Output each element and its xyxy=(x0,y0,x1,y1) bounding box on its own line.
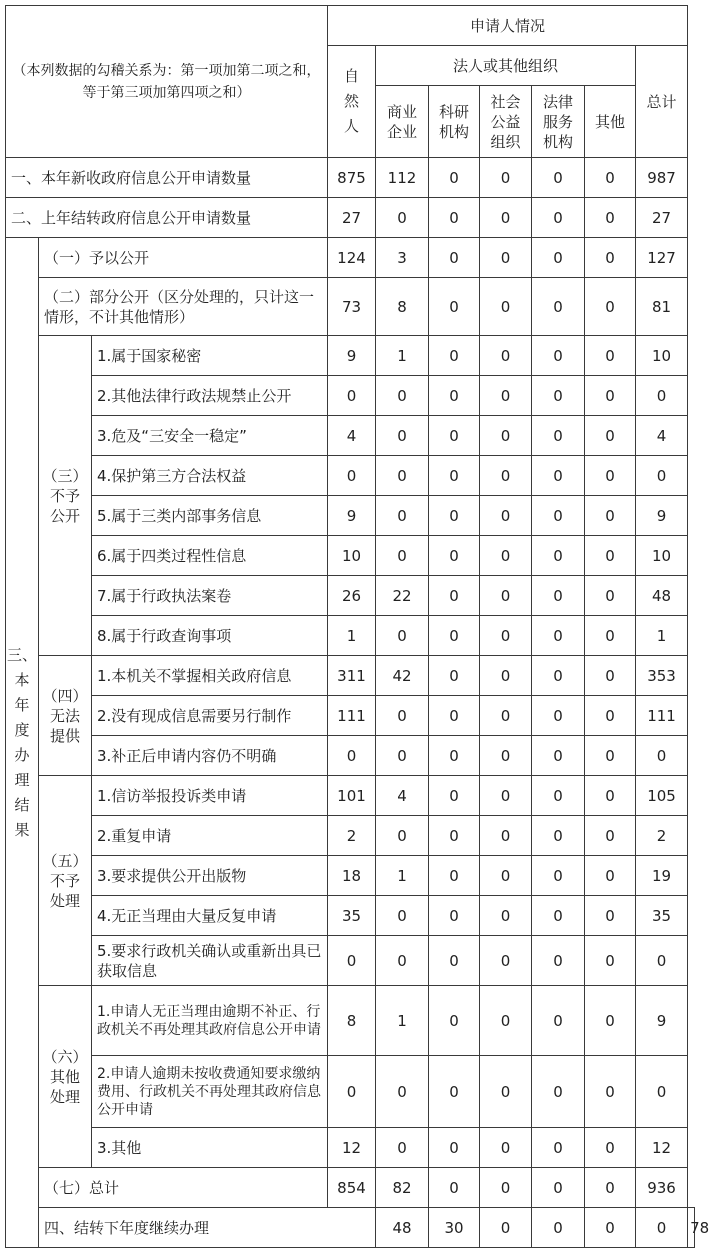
table-row xyxy=(6,856,695,896)
cell-legal-service: 0 xyxy=(532,1056,585,1128)
cell-other: 0 xyxy=(585,896,636,936)
cell-total: 0 xyxy=(636,936,688,986)
row-label: 1.申请人无正当理由逾期不补正、行政机关不再处理其政府信息公开申请 xyxy=(92,986,328,1056)
cell-other: 0 xyxy=(585,776,636,816)
cell-other: 0 xyxy=(585,656,636,696)
group-unable-to-provide: （四） 无法 提供 xyxy=(39,656,92,776)
cell-public-welfare: 0 xyxy=(480,416,532,456)
cell-research: 0 xyxy=(429,616,480,656)
cell-commercial: 0 xyxy=(376,696,429,736)
cell-commercial: 22 xyxy=(376,576,429,616)
cell-commercial: 42 xyxy=(376,656,429,696)
cell-research: 0 xyxy=(429,536,480,576)
cell-total: 78 xyxy=(688,1208,695,1248)
cell-public-welfare: 0 xyxy=(480,776,532,816)
header-applicant-situation: 申请人情况 xyxy=(328,6,688,46)
cell-total: 127 xyxy=(636,238,688,278)
row-label: 7.属于行政执法案卷 xyxy=(92,576,328,616)
cell-commercial: 0 xyxy=(376,416,429,456)
cell-total: 9 xyxy=(636,496,688,536)
row-label: （七）总计 xyxy=(39,1168,328,1208)
cell-legal-service: 0 xyxy=(532,496,585,536)
row-label: 3.补正后申请内容仍不明确 xyxy=(92,736,328,776)
cell-public-welfare: 0 xyxy=(480,896,532,936)
cell-natural-person: 2 xyxy=(328,816,376,856)
cell-legal-service: 0 xyxy=(532,576,585,616)
cell-commercial: 82 xyxy=(376,1168,429,1208)
table-row xyxy=(6,278,695,336)
cell-research: 0 xyxy=(429,986,480,1056)
cell-legal-service: 0 xyxy=(532,198,585,238)
cell-other: 0 xyxy=(585,986,636,1056)
cell-public-welfare: 0 xyxy=(532,1208,585,1248)
table-row xyxy=(6,616,695,656)
cell-natural-person: 9 xyxy=(328,336,376,376)
cell-public-welfare: 0 xyxy=(480,696,532,736)
table-row xyxy=(6,776,695,816)
row-label: 5.要求行政机关确认或重新出具已获取信息 xyxy=(92,936,328,986)
cell-other: 0 xyxy=(585,576,636,616)
cell-legal-service: 0 xyxy=(532,376,585,416)
table-row xyxy=(6,1056,695,1128)
group-other-processing: （六） 其他 处理 xyxy=(39,986,92,1168)
table-row xyxy=(6,158,695,198)
row-label: 4.保护第三方合法权益 xyxy=(92,456,328,496)
row-label: 一、本年新收政府信息公开申请数量 xyxy=(6,158,328,198)
cell-other: 0 xyxy=(585,416,636,456)
cell-total: 353 xyxy=(636,656,688,696)
cell-total: 0 xyxy=(636,1056,688,1128)
cell-research: 0 xyxy=(429,496,480,536)
cell-public-welfare: 0 xyxy=(480,158,532,198)
cell-total: 2 xyxy=(636,816,688,856)
cell-total: 1 xyxy=(636,616,688,656)
cell-public-welfare: 0 xyxy=(480,856,532,896)
cell-natural-person: 73 xyxy=(328,278,376,336)
cell-total: 105 xyxy=(636,776,688,816)
cell-commercial: 1 xyxy=(376,986,429,1056)
table-row xyxy=(6,816,695,856)
cell-total: 4 xyxy=(636,416,688,456)
table-row xyxy=(6,656,695,696)
row-label: 4.无正当理由大量反复申请 xyxy=(92,896,328,936)
cell-legal-service: 0 xyxy=(532,278,585,336)
cell-legal-service: 0 xyxy=(532,1168,585,1208)
cell-natural-person: 875 xyxy=(328,158,376,198)
cell-other: 0 xyxy=(585,1056,636,1128)
cell-legal-service: 0 xyxy=(585,1208,636,1248)
cell-natural-person: 111 xyxy=(328,696,376,736)
cell-legal-service: 0 xyxy=(532,856,585,896)
cell-total: 19 xyxy=(636,856,688,896)
cell-total: 987 xyxy=(636,158,688,198)
cell-legal-service: 0 xyxy=(532,336,585,376)
cell-other: 0 xyxy=(585,456,636,496)
cell-natural-person: 18 xyxy=(328,856,376,896)
cell-commercial: 0 xyxy=(376,936,429,986)
header-legal-service: 法律 服务 机构 xyxy=(532,86,585,158)
cell-research: 0 xyxy=(429,456,480,496)
cell-research: 0 xyxy=(429,376,480,416)
cell-other: 0 xyxy=(636,1208,688,1248)
table-row xyxy=(6,1208,695,1248)
cell-other: 0 xyxy=(585,736,636,776)
cell-other: 0 xyxy=(585,936,636,986)
cell-public-welfare: 0 xyxy=(480,496,532,536)
table-row xyxy=(6,198,695,238)
row-label: 3.危及“三安全一稳定” xyxy=(92,416,328,456)
cell-public-welfare: 0 xyxy=(480,576,532,616)
header-commercial: 商业 企业 xyxy=(376,86,429,158)
cell-total: 0 xyxy=(636,376,688,416)
table-row xyxy=(6,1128,695,1168)
section3-label: 三、 本 年 度 办 理 结 果 xyxy=(6,238,39,1248)
disclosure-statistics-table xyxy=(5,5,709,1248)
cell-public-welfare: 0 xyxy=(480,816,532,856)
cell-natural-person: 124 xyxy=(328,238,376,278)
cell-research: 0 xyxy=(429,936,480,986)
cell-natural-person: 0 xyxy=(328,456,376,496)
cell-research: 0 xyxy=(429,696,480,736)
cell-research: 0 xyxy=(429,1056,480,1128)
cell-natural-person: 4 xyxy=(328,416,376,456)
header-note: （本列数据的勾稽关系为：第一项加第二项之和，等于第三项加第四项之和） xyxy=(6,6,328,158)
table-row xyxy=(6,736,695,776)
cell-research: 0 xyxy=(429,576,480,616)
cell-research: 0 xyxy=(429,856,480,896)
row-label: 8.属于行政查询事项 xyxy=(92,616,328,656)
cell-public-welfare: 0 xyxy=(480,278,532,336)
cell-natural-person: 0 xyxy=(328,736,376,776)
table-row xyxy=(6,496,695,536)
cell-commercial: 0 xyxy=(376,456,429,496)
cell-natural-person: 0 xyxy=(328,376,376,416)
cell-research: 0 xyxy=(429,238,480,278)
cell-commercial: 4 xyxy=(376,776,429,816)
cell-public-welfare: 0 xyxy=(480,456,532,496)
cell-legal-service: 0 xyxy=(532,158,585,198)
cell-legal-service: 0 xyxy=(532,736,585,776)
cell-legal-service: 0 xyxy=(532,656,585,696)
cell-legal-service: 0 xyxy=(532,816,585,856)
cell-public-welfare: 0 xyxy=(480,238,532,278)
cell-research: 0 xyxy=(429,336,480,376)
cell-total: 0 xyxy=(636,456,688,496)
cell-legal-service: 0 xyxy=(532,1128,585,1168)
cell-public-welfare: 0 xyxy=(480,1168,532,1208)
row-label: （一）予以公开 xyxy=(39,238,328,278)
row-label: 3.其他 xyxy=(92,1128,328,1168)
cell-research: 0 xyxy=(429,198,480,238)
cell-legal-service: 0 xyxy=(532,536,585,576)
cell-natural-person: 854 xyxy=(328,1168,376,1208)
cell-natural-person: 10 xyxy=(328,536,376,576)
cell-research: 0 xyxy=(429,816,480,856)
cell-total: 48 xyxy=(636,576,688,616)
cell-research: 0 xyxy=(480,1208,532,1248)
table-row xyxy=(6,416,695,456)
cell-total: 10 xyxy=(636,536,688,576)
cell-natural-person: 0 xyxy=(328,936,376,986)
cell-public-welfare: 0 xyxy=(480,198,532,238)
cell-legal-service: 0 xyxy=(532,776,585,816)
cell-other: 0 xyxy=(585,158,636,198)
cell-public-welfare: 0 xyxy=(480,616,532,656)
cell-commercial: 0 xyxy=(376,816,429,856)
cell-other: 0 xyxy=(585,238,636,278)
row-label: 二、上年结转政府信息公开申请数量 xyxy=(6,198,328,238)
table-row xyxy=(6,336,695,376)
cell-natural-person: 8 xyxy=(328,986,376,1056)
table-row xyxy=(6,576,695,616)
cell-natural-person: 101 xyxy=(328,776,376,816)
row-label: 2.申请人逾期未按收费通知要求缴纳费用、行政机关不再处理其政府信息公开申请 xyxy=(92,1056,328,1128)
cell-commercial: 0 xyxy=(376,736,429,776)
cell-natural-person: 311 xyxy=(328,656,376,696)
row-label: （二）部分公开（区分处理的，只计这一情形，不计其他情形） xyxy=(39,278,328,336)
cell-research: 0 xyxy=(429,896,480,936)
cell-commercial: 0 xyxy=(376,1056,429,1128)
cell-natural-person: 26 xyxy=(328,576,376,616)
cell-legal-service: 0 xyxy=(532,696,585,736)
cell-commercial: 0 xyxy=(376,536,429,576)
table-row xyxy=(6,896,695,936)
cell-commercial: 0 xyxy=(376,376,429,416)
table-row xyxy=(6,376,695,416)
cell-total: 35 xyxy=(636,896,688,936)
cell-research: 0 xyxy=(429,1168,480,1208)
cell-other: 0 xyxy=(585,616,636,656)
row-label: 1.属于国家秘密 xyxy=(92,336,328,376)
cell-commercial: 0 xyxy=(376,198,429,238)
header-public-welfare: 社会 公益 组织 xyxy=(480,86,532,158)
row-label: 1.本机关不掌握相关政府信息 xyxy=(92,656,328,696)
cell-other: 0 xyxy=(585,496,636,536)
row-label: 四、结转下年度继续办理 xyxy=(39,1208,376,1248)
cell-other: 0 xyxy=(585,856,636,896)
cell-other: 0 xyxy=(585,198,636,238)
cell-natural-person: 0 xyxy=(328,1056,376,1128)
cell-total: 936 xyxy=(636,1168,688,1208)
header-total: 总计 xyxy=(636,46,688,158)
header-legal-org: 法人或其他组织 xyxy=(376,46,636,86)
cell-public-welfare: 0 xyxy=(480,656,532,696)
cell-other: 0 xyxy=(585,1168,636,1208)
cell-natural-person: 35 xyxy=(328,896,376,936)
cell-total: 0 xyxy=(636,736,688,776)
table-row xyxy=(6,986,695,1056)
cell-other: 0 xyxy=(585,696,636,736)
table-row xyxy=(6,1168,695,1208)
table-row xyxy=(6,536,695,576)
cell-legal-service: 0 xyxy=(532,896,585,936)
row-label: 5.属于三类内部事务信息 xyxy=(92,496,328,536)
cell-other: 0 xyxy=(585,816,636,856)
cell-public-welfare: 0 xyxy=(480,336,532,376)
cell-public-welfare: 0 xyxy=(480,936,532,986)
cell-legal-service: 0 xyxy=(532,416,585,456)
cell-total: 9 xyxy=(636,986,688,1056)
cell-legal-service: 0 xyxy=(532,238,585,278)
cell-commercial: 8 xyxy=(376,278,429,336)
header-natural-person: 自 然 人 xyxy=(328,46,376,158)
table-row xyxy=(6,936,695,986)
cell-research: 0 xyxy=(429,158,480,198)
cell-commercial: 1 xyxy=(376,856,429,896)
cell-legal-service: 0 xyxy=(532,456,585,496)
cell-other: 0 xyxy=(585,1128,636,1168)
cell-other: 0 xyxy=(585,376,636,416)
cell-research: 0 xyxy=(429,776,480,816)
cell-total: 12 xyxy=(636,1128,688,1168)
cell-public-welfare: 0 xyxy=(480,986,532,1056)
table-row xyxy=(6,696,695,736)
cell-public-welfare: 0 xyxy=(480,376,532,416)
header-research: 科研 机构 xyxy=(429,86,480,158)
cell-commercial: 1 xyxy=(376,336,429,376)
cell-natural-person: 27 xyxy=(328,198,376,238)
table-row xyxy=(6,238,695,278)
cell-commercial: 0 xyxy=(376,896,429,936)
cell-commercial: 0 xyxy=(376,496,429,536)
cell-public-welfare: 0 xyxy=(480,536,532,576)
cell-other: 0 xyxy=(585,536,636,576)
cell-public-welfare: 0 xyxy=(480,736,532,776)
cell-public-welfare: 0 xyxy=(480,1056,532,1128)
cell-total: 10 xyxy=(636,336,688,376)
cell-research: 0 xyxy=(429,656,480,696)
cell-research: 0 xyxy=(429,736,480,776)
cell-legal-service: 0 xyxy=(532,986,585,1056)
cell-commercial: 3 xyxy=(376,238,429,278)
cell-legal-service: 0 xyxy=(532,616,585,656)
row-label: 1.信访举报投诉类申请 xyxy=(92,776,328,816)
cell-natural-person: 12 xyxy=(328,1128,376,1168)
row-label: 2.其他法律行政法规禁止公开 xyxy=(92,376,328,416)
row-label: 6.属于四类过程性信息 xyxy=(92,536,328,576)
row-label: 2.没有现成信息需要另行制作 xyxy=(92,696,328,736)
group-not-disclosed: （三） 不予 公开 xyxy=(39,336,92,656)
cell-total: 111 xyxy=(636,696,688,736)
cell-commercial: 0 xyxy=(376,1128,429,1168)
cell-research: 0 xyxy=(429,416,480,456)
cell-total: 81 xyxy=(636,278,688,336)
cell-research: 0 xyxy=(429,278,480,336)
cell-other: 0 xyxy=(585,336,636,376)
header-other: 其他 xyxy=(585,86,636,158)
cell-natural-person: 9 xyxy=(328,496,376,536)
cell-natural-person: 1 xyxy=(328,616,376,656)
cell-natural-person: 48 xyxy=(376,1208,429,1248)
row-label: 2.重复申请 xyxy=(92,816,328,856)
table-row xyxy=(6,456,695,496)
cell-public-welfare: 0 xyxy=(480,1128,532,1168)
row-label: 3.要求提供公开出版物 xyxy=(92,856,328,896)
cell-research: 0 xyxy=(429,1128,480,1168)
cell-commercial: 30 xyxy=(429,1208,480,1248)
cell-total: 27 xyxy=(636,198,688,238)
cell-commercial: 0 xyxy=(376,616,429,656)
cell-other: 0 xyxy=(585,278,636,336)
cell-commercial: 112 xyxy=(376,158,429,198)
group-not-processed: （五） 不予 处理 xyxy=(39,776,92,986)
cell-legal-service: 0 xyxy=(532,936,585,986)
